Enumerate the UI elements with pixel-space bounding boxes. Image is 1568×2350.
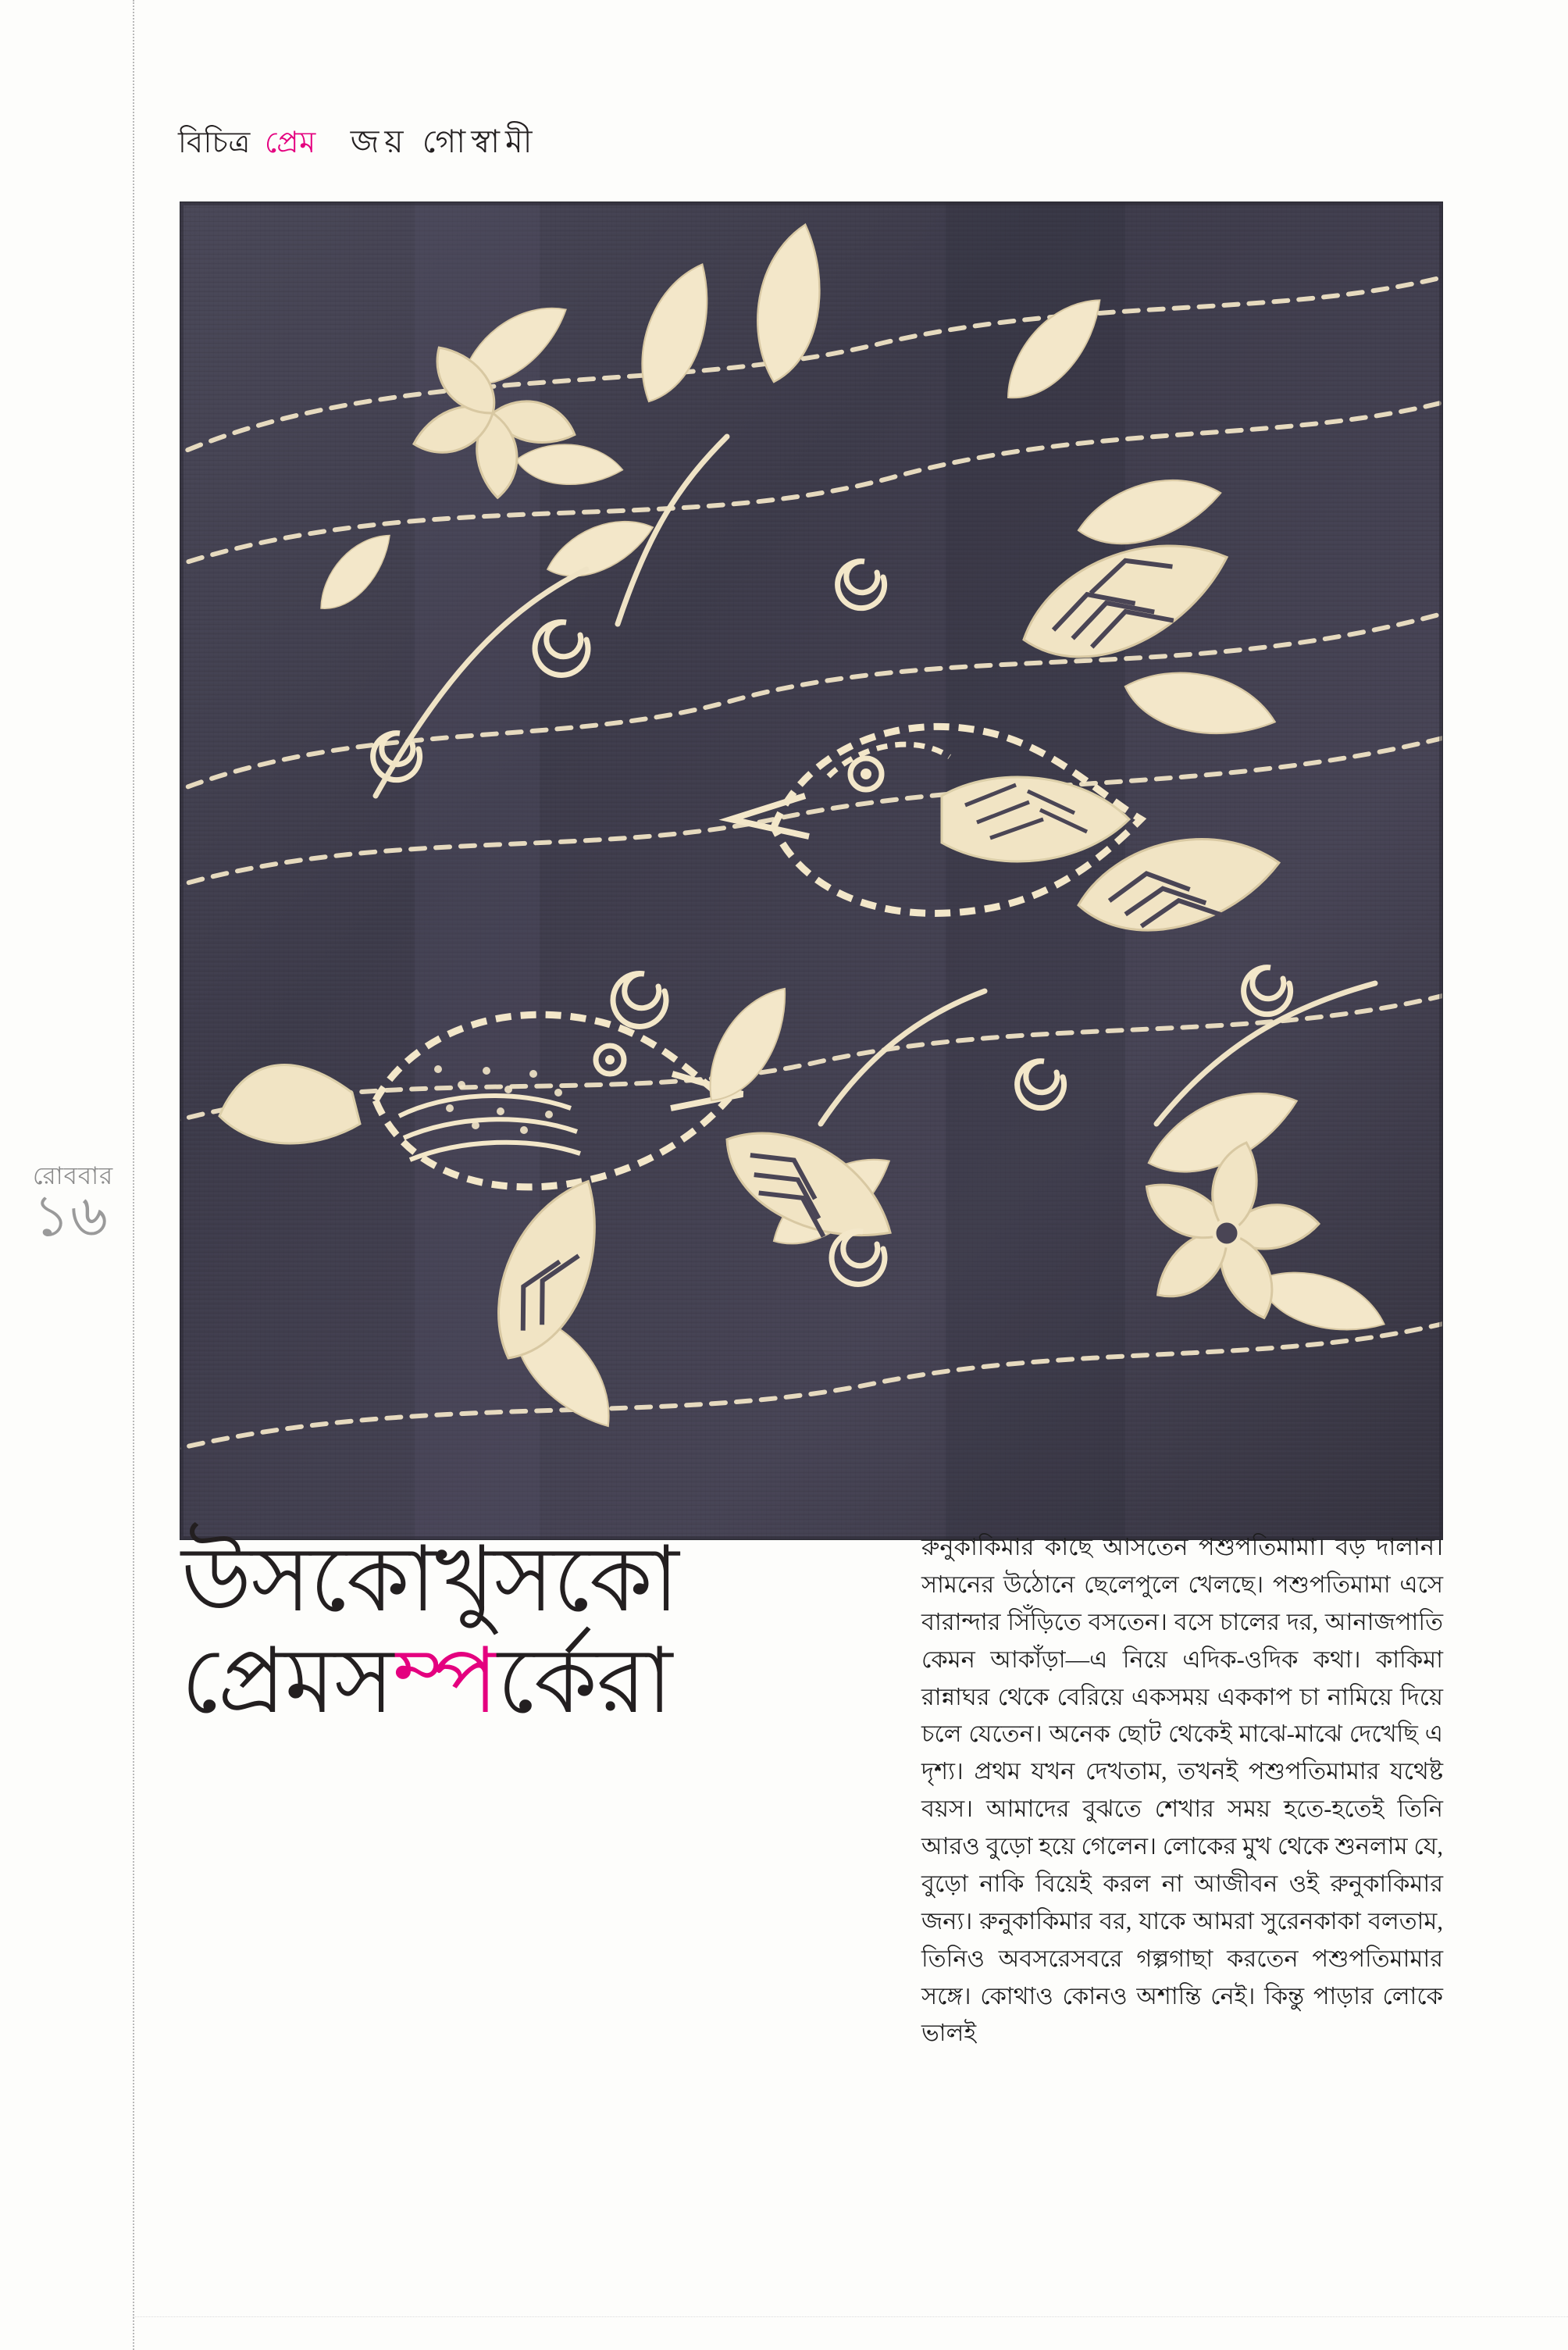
weekday-label: রোববার (33, 1162, 114, 1189)
headline-line-2-pre: প্রেমস (181, 1631, 394, 1732)
headline-line-2 (181, 1632, 868, 1734)
headline-line-2-post: র্কেরা (497, 1631, 672, 1732)
hero-image (180, 201, 1443, 1540)
masthead (178, 117, 538, 171)
article-body-column (921, 1529, 1443, 2052)
page-side-marker (33, 1162, 150, 1249)
author-byline: জয় গোস্বামী (350, 123, 538, 159)
article-headline (181, 1531, 868, 1734)
page-number: ১৬ (33, 1185, 109, 1249)
kantha-embroidery-illustration (180, 202, 1442, 1539)
bottom-dotted-rule (133, 2316, 1568, 2317)
headline-accent-text: ম্প (393, 1631, 498, 1732)
headline-line-1: উসকোখুসকো (181, 1531, 679, 1631)
section-kicker-part2: প্রেম (264, 127, 316, 159)
article-body-paragraph: রুনুকাকিমার কাছে আসতেন পশুপতিমামা। বড় দালান। সামনের উঠোনে ছেলেপুলে খেলছে। পশুপতিমামা এসে বারান্দার সিঁড়িতে বসতেন। বসে চালের দর, আনাজপাতি কেমন আকাঁড়া—এ নিয়ে এদিক-ওদিক কথা। কাকিমা রান্নাঘর থেকে বেরিয়ে একসময় এককাপ চা নামিয়ে দিয়ে চলে যেতেন। অনেক ছোট থেকেই মাঝে-মাঝে দেখেছি এ দৃশ্য। প্রথম যখন দেখতাম, তখনই পশুপতিমামার যথেষ্ট বয়স। আমাদের বুঝতে শেখার সময় হতে-হতেই তিনি আরও বুড়ো হয়ে গেলেন। লোকের মুখ থেকে শুনলাম যে, বুড়ো নাকি বিয়েই করল না আজীবন ওই রুনুকাকিমার জন্য। রুনুকাকিমার বর, যাকে আমরা সুরেনকাকা বলতাম, তিনিও অবসরেসবরে গল্পগাছা করতেন পশুপতিমামার সঙ্গে। কোথাও কোনও অশান্তি নেই। কিন্তু পাড়ার লোকে ভালই (921, 1534, 1443, 2047)
section-kicker-part1: বিচিত্র (178, 127, 251, 159)
